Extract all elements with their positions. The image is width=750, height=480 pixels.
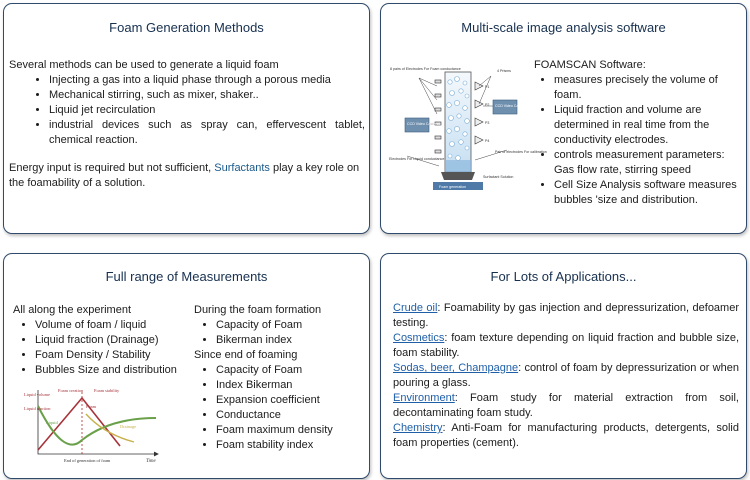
- measurements-title: Full range of Measurements: [105, 269, 268, 284]
- list-item: • Mechanical stirring, such as mixer, shaker..: [49, 88, 365, 103]
- list-item: [393, 331, 739, 361]
- list-item: • Expansion coefficient: [216, 393, 364, 408]
- right-prisms: [475, 82, 483, 144]
- software-features-list: [534, 73, 740, 208]
- label-elec-cal: Pair of electrodes For calibration: [495, 150, 547, 154]
- application-text: : Anti-Foam for manufacturing products, detergents, solid foam properties (cement).: [393, 422, 739, 449]
- list-item: • Capacity of Foam: [216, 363, 364, 378]
- measurements-card: [3, 253, 370, 479]
- list-item: • Volume of foam / liquid: [35, 318, 193, 333]
- left-electrodes: [435, 80, 441, 153]
- graph-time-label: Time: [146, 459, 156, 464]
- energy-paragraph: [9, 161, 365, 191]
- list-item: [393, 391, 739, 421]
- list-item: • Index Bikerman: [216, 378, 364, 393]
- list-item: • Bubbles Size and distribution: [35, 363, 193, 378]
- list-item: • measures precisely the volume of foam.: [554, 73, 740, 103]
- list-item: • Conductance: [216, 408, 364, 423]
- list-item: • Cell Size Analysis software measures bubbles 'size and distribution.: [554, 178, 740, 208]
- since-end-heading: Since end of foaming: [194, 349, 298, 361]
- foam-evolution-graph: [24, 384, 164, 470]
- label-prisms: 4 Prisms: [497, 69, 511, 73]
- chemistry-link[interactable]: Chemistry: [393, 422, 443, 434]
- list-item: [393, 361, 739, 391]
- list-item: • Injecting a gas into a liquid phase through a porous media: [49, 73, 365, 88]
- list-item: • Liquid fraction (Drainage): [35, 333, 193, 348]
- energy-prefix: Energy input is required but not sufficient,: [9, 162, 215, 174]
- environment-link[interactable]: Environment: [393, 392, 455, 404]
- list-item: • Liquid fraction and volume are determined in real time from the conductivity electrodes.: [554, 103, 740, 148]
- formation-list: [194, 318, 364, 348]
- applications-title: For Lots of Applications...: [490, 269, 637, 284]
- label-p1: P1: [485, 85, 490, 89]
- application-text: : control of foam by depressurization or when pouring a glass.: [393, 362, 739, 389]
- graph-y-label: Liquid volume: [24, 392, 50, 397]
- list-item: • industrial devices such as spray can, effervescent tablet, chemical reaction.: [49, 118, 365, 148]
- label-elec-liq: Electrodes For Liquid conductance: [389, 157, 445, 161]
- experiment-list: [13, 318, 193, 378]
- application-text: : Foamability by gas injection and depressurization, defoamer testing.: [393, 302, 739, 329]
- software-card: [380, 3, 747, 234]
- graph-foam-creation: Foam creation: [58, 388, 84, 393]
- since-end-list: [194, 363, 364, 453]
- cosmetics-link[interactable]: Cosmetics: [393, 332, 445, 344]
- graph-end-label: End of generation of foam: [64, 458, 111, 463]
- label-p3: P3: [485, 121, 490, 125]
- applications-list: [393, 301, 739, 451]
- application-text: : foam texture depending on liquid fraction and bubble size, foam stability.: [393, 332, 739, 359]
- foam-generation-title: Foam Generation Methods: [109, 20, 264, 35]
- list-item: • Foam stability index: [216, 438, 364, 453]
- liquid-layer: [445, 160, 471, 172]
- graph-liquid-label: Liquid: [46, 420, 58, 425]
- list-item: • controls measurement parameters: Gas flow rate, stirring speed: [554, 148, 740, 178]
- surfactants-highlight: Surfactants: [214, 162, 270, 174]
- label-foam-gen: Foam generation: [439, 185, 467, 189]
- foam-methods-list: [9, 73, 365, 148]
- experiment-heading: All along the experiment: [13, 304, 132, 316]
- software-body: [534, 58, 740, 208]
- list-item: [393, 301, 739, 331]
- formation-heading: During the foam formation: [194, 304, 322, 316]
- software-heading: FOAMSCAN Software:: [534, 59, 646, 71]
- list-item: [393, 421, 739, 451]
- energy-suffix: play a key role on the foamability of a solution.: [9, 162, 360, 189]
- foam-generation-card: [3, 3, 370, 234]
- label-surfactant: Surfactant Solution: [483, 175, 514, 179]
- label-pairs: 8 pairs of Electrodes For Foam conductance: [390, 67, 461, 71]
- application-text: : Foam study for material extraction from soil, decontaminating foam study.: [393, 392, 739, 419]
- label-ccd2: CCD Video Camera2: [495, 104, 529, 108]
- applications-card: [380, 253, 747, 479]
- list-item: • Bikerman index: [216, 333, 364, 348]
- label-p2: P2: [485, 103, 490, 107]
- crude-oil-link[interactable]: Crude oil: [393, 302, 438, 314]
- label-p4: P4: [485, 139, 490, 143]
- column-base: [441, 172, 475, 180]
- experiment-column: [13, 303, 193, 378]
- graph-drainage-label: Drainage: [120, 424, 137, 429]
- list-item: • Capacity of Foam: [216, 318, 364, 333]
- formation-column: [194, 303, 364, 453]
- list-item: • Foam Density / Stability: [35, 348, 193, 363]
- list-item: • Foam maximum density: [216, 423, 364, 438]
- graph-foam-stability: Foam stability: [94, 388, 120, 393]
- foam-generation-intro: Several methods can be used to generate a liquid foam: [9, 59, 279, 71]
- foamscan-diagram: [387, 60, 547, 192]
- graph-foam-label: Foam: [86, 404, 97, 409]
- graph-y-label2: Liquid fraction: [24, 406, 51, 411]
- list-item: • Liquid jet recirculation: [49, 103, 365, 118]
- sodas-beer-champagne-link[interactable]: Sodas, beer, Champagne: [393, 362, 519, 374]
- label-ccd1: CCD Video Camera1: [407, 122, 441, 126]
- software-title: Multi-scale image analysis software: [461, 20, 666, 35]
- liquid-curve: [38, 406, 156, 445]
- foam-generation-body: [9, 58, 365, 191]
